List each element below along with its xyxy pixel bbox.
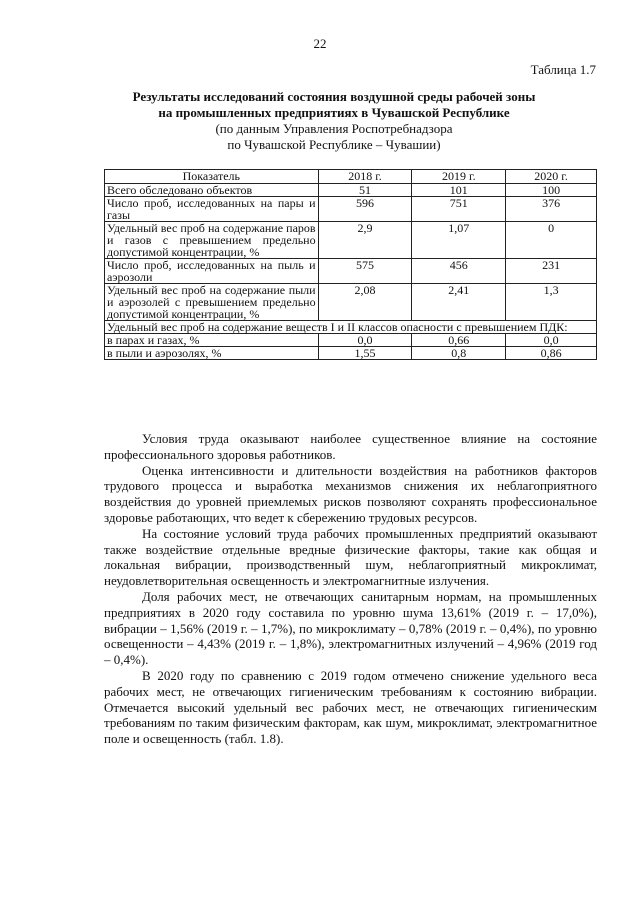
title-source-line-1: (по данным Управления Роспотребнадзора — [215, 121, 453, 136]
value-2019: 0,8 — [412, 347, 506, 360]
value-2018: 2,08 — [318, 284, 412, 321]
value-2018: 0,0 — [318, 334, 412, 347]
value-2019: 0,66 — [412, 334, 506, 347]
header-2018: 2018 г. — [318, 170, 412, 184]
value-2018: 1,55 — [318, 347, 412, 360]
air-quality-table — [104, 169, 597, 360]
paragraph: На состояние условий труда рабочих промышленных предприятий оказывают также воздействие отдельные вредные физические факторы, такие как общая и локальная вибрации, производственный шум, неблагоприятный микроклимат, неудовлетворительная освещенность и электромагнитные излучения. — [104, 525, 597, 589]
row-label: Всего обследовано объектов — [105, 184, 319, 197]
paragraph: Доля рабочих мест, не отвечающих санитарным нормам, на промышленных предприятиях в 2020 году составила по уровню шума 13,61% (2019 г. – 17,0%), вибрации – 1,56% (2019 г. – 1,7%), по микроклимату – 0,78% (2019 г. – 0,4%), по уровню освещенности – 4,43% (2019 г. – 1,8%), электромагнитных излучений – 4,96% (2019 год – 0,4%). — [104, 588, 597, 668]
table-label: Таблица 1.7 — [530, 62, 596, 77]
paragraph: В 2020 году по сравнению с 2019 годом отмечено снижение удельного веса рабочих мест, не отвечающих гигиеническим требованиям к состоянию вибрации. Отмечается высокий удельный вес рабочих мест, не отвечающих гигиеническим требованиям по таким физическим факторам, как шум, микроклимат, электромагнитное поле и освещенность (табл. 1.8). — [104, 667, 597, 747]
title-source-line-2: по Чувашской Республике – Чувашии) — [227, 137, 441, 152]
table-row — [105, 259, 597, 284]
value-2020: 1,3 — [506, 284, 597, 321]
title-bold-line-2: на промышленных предприятиях в Чувашской Республике — [158, 105, 510, 120]
table-title — [104, 89, 564, 153]
table-header-row — [105, 170, 597, 184]
value-2020: 376 — [506, 197, 597, 222]
table-row — [105, 347, 597, 360]
value-2019: 2,41 — [412, 284, 506, 321]
header-indicator: Показатель — [105, 170, 319, 184]
row-label: Удельный вес проб на содержание пыли и аэрозолей с превышением предельно допустимой концентрации, % — [105, 284, 319, 321]
value-2019: 101 — [412, 184, 506, 197]
value-2020: 100 — [506, 184, 597, 197]
row-label: в пыли и аэрозолях, % — [105, 347, 319, 360]
table-row — [105, 222, 597, 259]
span-row-label: Удельный вес проб на содержание веществ I и II классов опасности с превышением ПДК: — [105, 321, 597, 334]
paragraph: Условия труда оказывают наиболее существенное влияние на состояние профессионального здоровья работников. — [104, 431, 597, 462]
body-text — [104, 431, 597, 747]
table-row — [105, 197, 597, 222]
table-row — [105, 184, 597, 197]
value-2019: 1,07 — [412, 222, 506, 259]
row-label: Число проб, исследованных на пары и газы — [105, 197, 319, 222]
value-2019: 456 — [412, 259, 506, 284]
table-row — [105, 284, 597, 321]
page-number: 22 — [313, 36, 327, 51]
value-2018: 2,9 — [318, 222, 412, 259]
value-2020: 0 — [506, 222, 597, 259]
title-bold-line-1: Результаты исследований состояния воздушной среды рабочей зоны — [132, 89, 536, 104]
table-row — [105, 334, 597, 347]
table-span-row — [105, 321, 597, 334]
value-2020: 0,0 — [506, 334, 597, 347]
row-label: Удельный вес проб на содержание паров и газов с превышением предельно допустимой концентрации, % — [105, 222, 319, 259]
row-label: Число проб, исследованных на пыль и аэрозоли — [105, 259, 319, 284]
value-2020: 231 — [506, 259, 597, 284]
value-2018: 575 — [318, 259, 412, 284]
value-2019: 751 — [412, 197, 506, 222]
header-2020: 2020 г. — [506, 170, 597, 184]
paragraph: Оценка интенсивности и длительности воздействия на работников факторов трудового процесса и выработка механизмов снижения их неблагоприятного воздействия до уровней приемлемых рисков позволяют сохранять профессиональное здоровье работающих, что ведет к сбережению трудовых ресурсов. — [104, 462, 597, 525]
value-2018: 596 — [318, 197, 412, 222]
row-label: в парах и газах, % — [105, 334, 319, 347]
header-2019: 2019 г. — [412, 170, 506, 184]
value-2020: 0,86 — [506, 347, 597, 360]
value-2018: 51 — [318, 184, 412, 197]
